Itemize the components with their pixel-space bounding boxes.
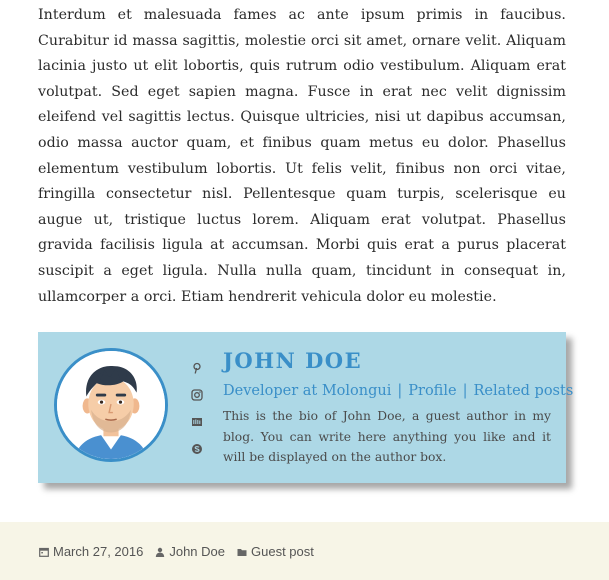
post-category-text: Guest post <box>251 544 314 559</box>
separator: | <box>397 383 403 399</box>
folder-icon <box>237 547 247 557</box>
calendar-icon <box>39 547 49 557</box>
post-author[interactable] <box>155 544 225 559</box>
avatar-illustration <box>57 351 165 459</box>
author-social-links <box>191 362 205 470</box>
separator: | <box>462 383 468 399</box>
post-category[interactable] <box>237 544 314 559</box>
author-job: Developer at Molongui <box>223 383 392 399</box>
author-meta-line <box>223 383 573 399</box>
related-posts-link[interactable]: Related posts <box>473 383 574 399</box>
post-author-text: John Doe <box>169 544 225 559</box>
skype-icon[interactable] <box>191 443 203 455</box>
user-icon <box>155 547 165 557</box>
post-date-text: March 27, 2016 <box>53 544 144 559</box>
pinterest-icon[interactable] <box>191 362 203 374</box>
post-body-paragraph: Interdum et malesuada fames ac ante ipsum primis in faucibus. Curabitur id massa sagittis, molestie orci sit amet, ornare velit. Aliquam lacinia justo ut elit lobortis, quis rutrum odio vestibulum. Aliquam erat volutpat. Sed eget sapien magna. Fusce in erat nec velit dignissim eleifend vel sagittis lectus. Quisque ultricies, nisi ut dapibus accumsan, odio massa auctor quam, et finibus quam metus eu dolor. Phasellus elementum vestibulum lobortis. Ut felis velit, finibus non orci vitae, fringilla consectetur nisl. Pellentesque quam turpis, scelerisque eu augue ut, tristique luctus lorem. Aliquam erat volutpat. Phasellus gravida facilisis ligula at accumsan. Morbi quis erat a purus placerat suscipit a eget ligula. Nulla nulla quam, tincidunt in consequat in, ullamcorper a orci. Etiam hendrerit vehicula dolor eu molestie. <box>38 7 566 305</box>
post-date[interactable] <box>39 544 143 559</box>
profile-link[interactable]: Profile <box>408 383 457 399</box>
author-bio: This is the bio of John Doe, a guest author in my blog. You can write here anything you like and it will be displayed on the author box. <box>223 409 551 464</box>
soundcloud-icon[interactable] <box>191 416 203 428</box>
author-avatar[interactable] <box>54 348 168 462</box>
entry-meta-footer <box>0 522 609 580</box>
author-box <box>38 332 574 483</box>
instagram-icon[interactable] <box>191 389 203 401</box>
author-name[interactable]: JOHN DOE <box>223 348 363 373</box>
